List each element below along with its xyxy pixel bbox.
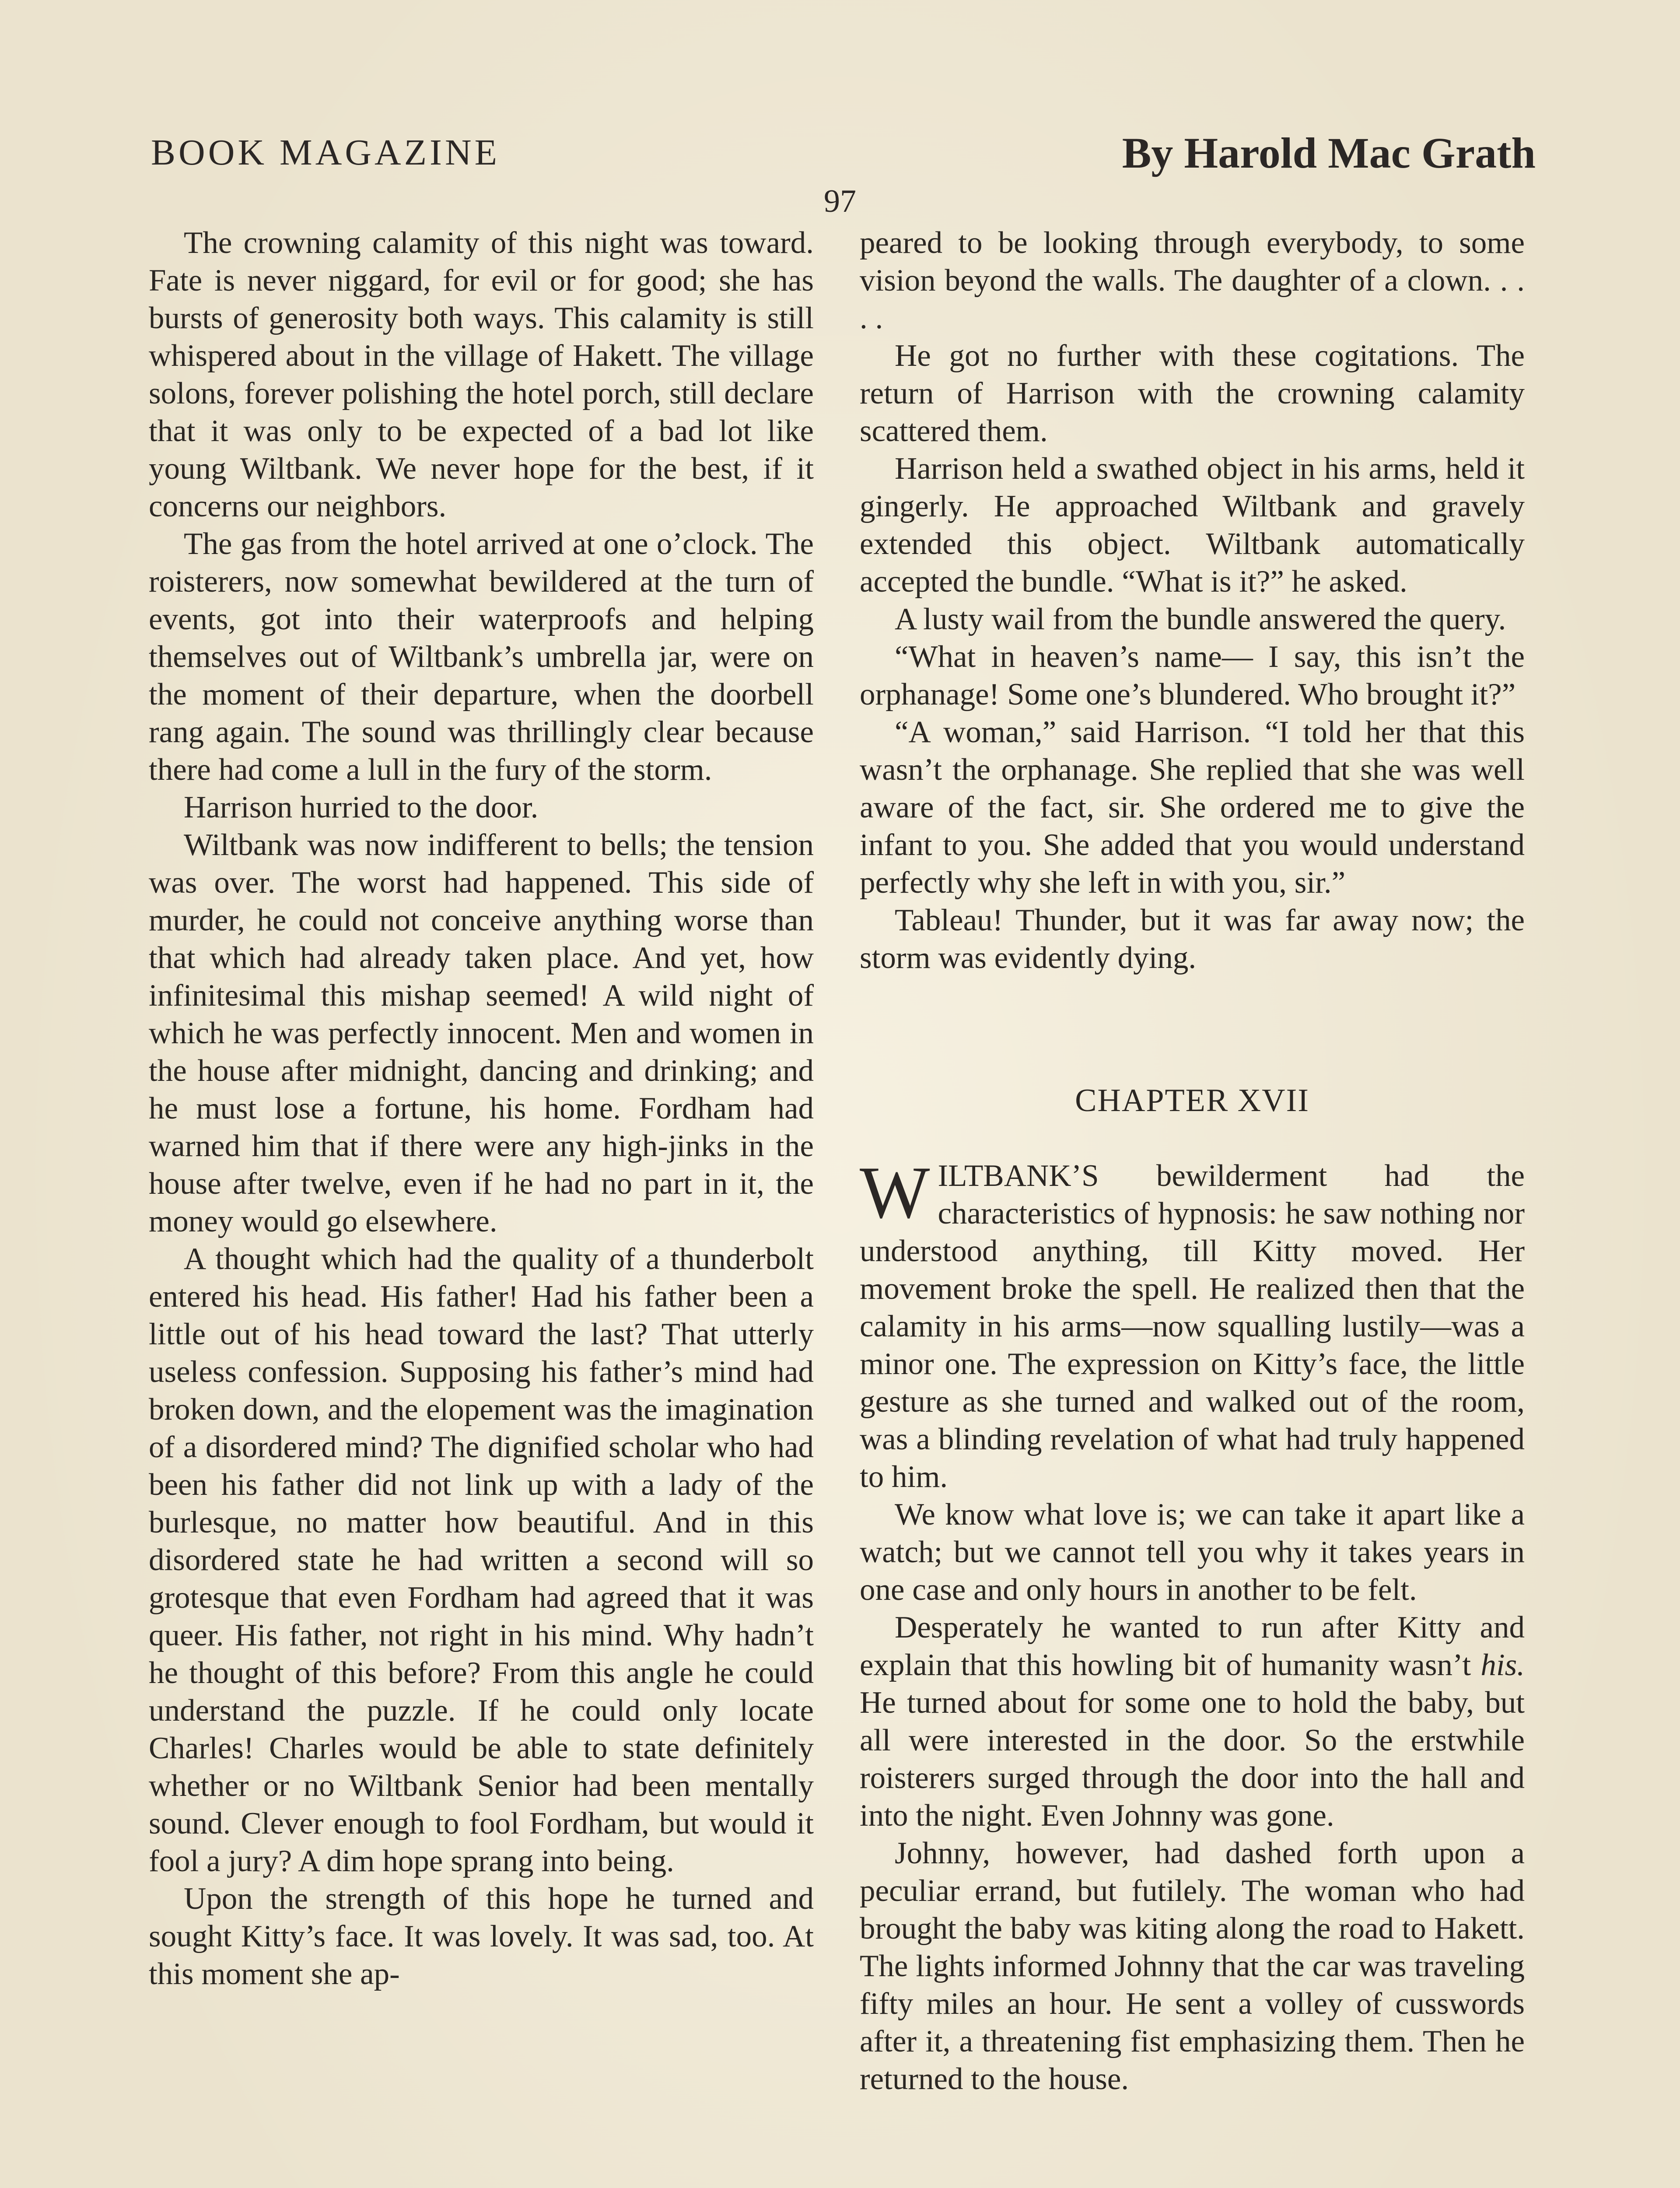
paragraph: The gas from the hotel arrived at one o’clock. The roisterers, now somewhat bewildered at the turn of events, got into their waterproofs and helping themselves out of Wiltbank’s umbrella jar, were on the moment of their departure, when the doorbell rang again. The sound was thrillingly clear because there had come a lull in the fury of the storm.: [149, 527, 814, 787]
paragraph: “What in heaven’s name— I say, this isn’t the orphanage! Some one’s blundered. Who brought it?”: [860, 640, 1525, 712]
drop-cap: W: [860, 1151, 930, 1234]
emphasis-text: his.: [1480, 1648, 1525, 1682]
paragraph: “A woman,” said Harrison. “I told her that this wasn’t the orphanage. She replied that she was well aware of the fact, sir. She ordered me to give the infant to you. She added that you would understand perfectly why she left in with you, sir.”: [860, 715, 1525, 900]
paragraph: Wiltbank was now indifferent to bells; the tension was over. The worst had happened. This side of murder, he could not conceive anything worse than that which had already taken place. And yet, how infinitesimal this mishap seemed! A wild night of which he was perfectly innocent. Men and women in the house after midnight, dancing and drinking; and he must lose a fortune, his home. Fordham had warned him that if there were any high-jinks in the house after twelve, even if he had no part in it, the money would go elsewhere.: [149, 828, 814, 1238]
chapter-opening-paragraph: [860, 1151, 1525, 1496]
chapter-heading: CHAPTER XVII: [1075, 1083, 1309, 1119]
paragraph: The crowning calamity of this night was toward. Fate is never niggard, for evil or for good; she has bursts of generosity both ways. This calamity is still whispered about in the village of Hakett. The village solons, forever polishing the hotel porch, still declare that it was only to be expected of a bad lot like young Wiltbank. We never hope for the best, if it concerns our neighbors.: [149, 226, 814, 523]
paragraph-text: Desperately he wanted to run after Kitty and explain that this howling bit of humanity wasn’t: [860, 1610, 1525, 1682]
left-column: [149, 224, 814, 1993]
paragraph-continued: peared to be looking through everybody, to some vision beyond the walls. The daughter of a clown. . . . .: [860, 226, 1525, 335]
paragraph: Harrison hurried to the door.: [184, 790, 539, 824]
right-column: [860, 224, 1525, 2098]
paragraph: We know what love is; we can take it apart like a watch; but we cannot tell you why it takes years in one case and only hours in another to be felt.: [860, 1497, 1525, 1607]
paragraph: Harrison held a swathed object in his arms, held it gingerly. He approached Wiltbank and gravely extended this object. Wiltbank automatically accepted the bundle. “What is it?” he asked.: [860, 452, 1525, 599]
paragraph: Tableau! Thunder, but it was far away now; the storm was evidently dying.: [860, 903, 1525, 975]
paragraph-text: He turned about for some one to hold the baby, but all were interested in the door. So the erstwhile roisterers surged through the door into the hall and into the night. Even Johnny was gone.: [860, 1686, 1525, 1833]
paragraph: A thought which had the quality of a thunderbolt entered his head. His father! Had his father been a little out of his head toward the last? That utterly useless confession. Supposing his father’s mind had broken down, and the elopement was the imagination of a disordered mind? The dignified scholar who had been his father did not link up with a lady of the burlesque, no matter how beautiful. And in this disordered state he had written a second will so grotesque that even Fordham had agreed that it was queer. His father, not right in his mind. Why hadn’t he thought of this before? From this angle he could understand the puzzle. If he could only locate Charles! Charles would be able to state definitely whether or no Wiltbank Senior had been mentally sound. Clever enough to fool Fordham, but would it fool a jury? A dim hope sprang into being.: [149, 1242, 814, 1878]
paragraph: He got no further with these cogitations. The return of Harrison with the crowning calamity scattered them.: [860, 339, 1525, 448]
paragraph: Johnny, however, had dashed forth upon a peculiar errand, but futilely. The woman who had brought the baby was kiting along the road to Hakett. The lights informed Johnny that the car was traveling fifty miles an hour. He sent a volley of cusswords after it, a threatening fist emphasizing them. Then he returned to the house.: [860, 1836, 1525, 2096]
chapter-opening-text: ILTBANK’S bewilderment had the characteristics of hypnosis: he saw nothing nor understood anything, till Kitty moved. Her movement broke the spell. He realized then that the calamity in his arms—now squalling lustily—was a minor one. The expression on Kitty’s face, the little gesture as she turned and walked out of the room, was a blinding revelation of what had truly happened to him.: [860, 1159, 1525, 1494]
running-head-magazine-title: BOOK MAGAZINE: [151, 132, 500, 173]
page-number: 97: [824, 183, 856, 219]
paragraph: A lusty wail from the bundle answered the query.: [895, 602, 1506, 636]
running-head-author: By Harold Mac Grath: [1122, 129, 1536, 177]
paragraph: [860, 1609, 1525, 1834]
paragraph: Upon the strength of this hope he turned and sought Kitty’s face. It was lovely. It was sad, too. At this moment she ap-: [149, 1882, 814, 1991]
